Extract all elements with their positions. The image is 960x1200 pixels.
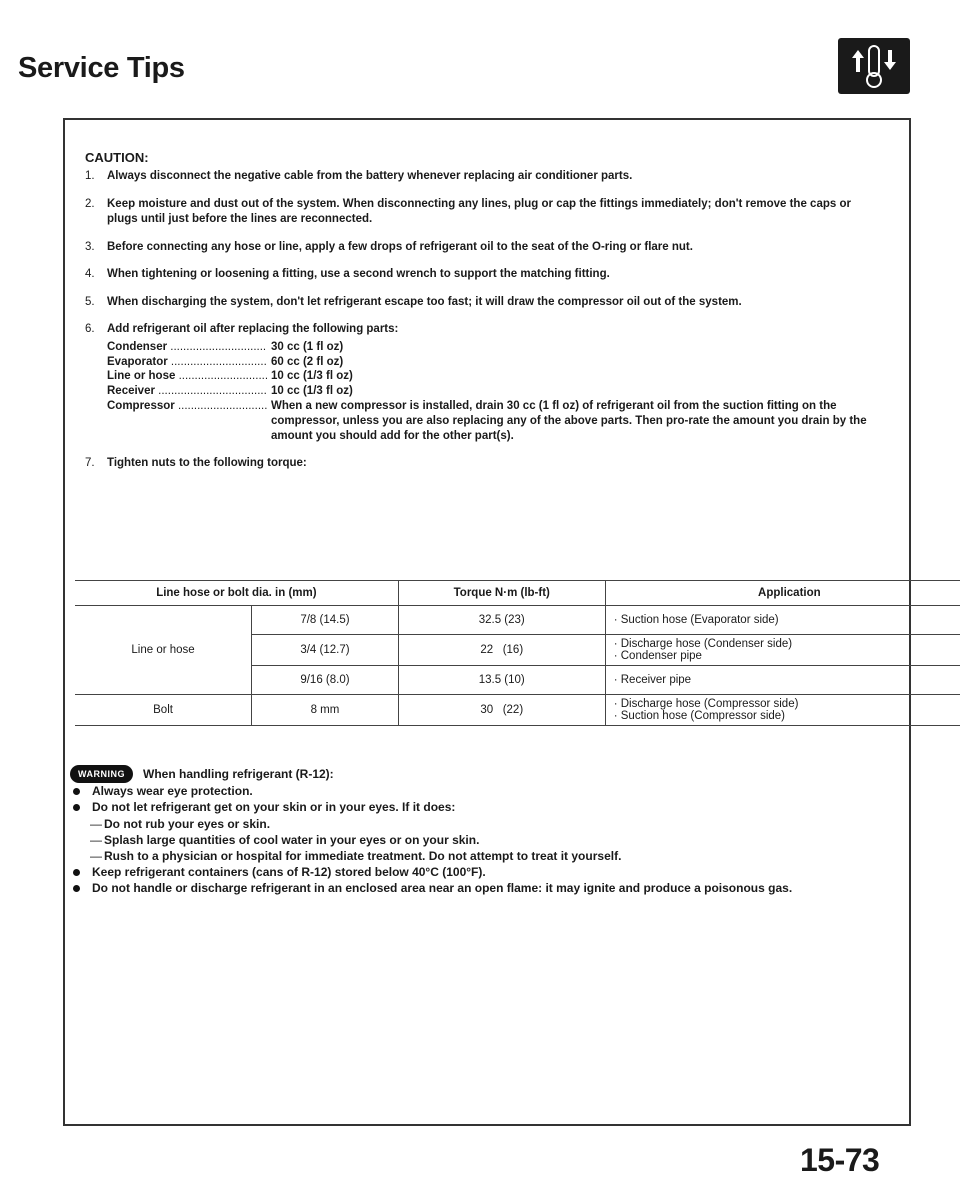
warning-bullet: Always wear eye protection.	[70, 783, 870, 799]
torque-cell: 13.5 (10)	[398, 666, 605, 695]
warning-section	[70, 765, 870, 896]
torque-table	[75, 580, 960, 726]
caution-step: 3. Before connecting any hose or line, apply a few drops of refrigerant oil to the seat of the O-ring or flare nut.	[85, 240, 693, 253]
size-cell: 7/8 (14.5)	[252, 606, 399, 635]
caution-step: 4. When tightening or loosening a fitting, use a second wrench to support the matching fitting.	[85, 268, 610, 281]
torque-cell: 32.5 (23)	[398, 606, 605, 635]
list-item: Compressor ..... When a new compressor is installed, drain 30 cc (1 fl oz) of refrigerant oil from the suction fitting on the compressor, unless you are also replacing any of the above parts. Then pro-rate the amount you drain by the amount you should add for the other part(s).	[107, 399, 875, 444]
warning-heading-row	[70, 765, 870, 783]
table-header-row	[75, 581, 960, 606]
table-row	[75, 695, 960, 726]
group-label: Bolt	[75, 695, 252, 726]
page-title: Service Tips	[18, 52, 185, 84]
size-cell: 9/16 (8.0)	[252, 666, 399, 695]
application-cell: · Suction hose (Evaporator side)	[605, 606, 960, 635]
caution-steps	[85, 169, 875, 472]
warning-bullet: Do not handle or discharge refrigerant in an enclosed area near an open flame: it may ignite and produce a poisonous gas.	[70, 880, 870, 896]
warning-heading: When handling refrigerant (R-12):	[143, 766, 334, 781]
torque-cell: 30 (22)	[398, 695, 605, 726]
oil-parts-list	[107, 340, 875, 445]
caution-step: 1. Always disconnect the negative cable from the battery whenever replacing air conditioner parts.	[85, 170, 633, 182]
caution-section	[85, 150, 875, 484]
warning-badge: WARNING	[70, 765, 133, 783]
list-item: Condenser ..... 30 cc (1 fl oz)	[107, 340, 875, 355]
page-number: 15-73	[800, 1142, 880, 1178]
column-header: Line hose or bolt dia. in (mm)	[75, 581, 398, 606]
list-item: Evaporator ..... 60 cc (2 fl oz)	[107, 355, 875, 370]
column-header: Application	[605, 581, 960, 606]
column-header: Torque N·m (lb-ft)	[398, 581, 605, 606]
size-cell: 8 mm	[252, 695, 399, 726]
application-cell: · Receiver pipe	[605, 666, 960, 695]
torque-cell: 22 (16)	[398, 635, 605, 666]
warning-bullet: Do not let refrigerant get on your skin or in your eyes. If it does:	[70, 799, 870, 815]
warning-bullet: Keep refrigerant containers (cans of R-12) stored below 40°C (100°F).	[70, 864, 870, 880]
caution-step: 6. Add refrigerant oil after replacing the following parts: Condenser ..... 30 cc (1 fl oz) Evaporator ..... 60 cc (2 fl oz) Line or hose ..... 10 cc (1/3 fl oz) Receiver ..... 10 cc (1/3 fl oz) Compressor ..... When a new compressor is installed, drain 30 cc (1 fl oz) of refrigerant oil from the suction fitting on the compressor, unless you are also replacing any of the above parts. Then pro-rate the amount you drain by the amount you should add for the other part(s).	[85, 322, 875, 444]
warning-subitem: — Rush to a physician or hospital for immediate treatment. Do not attempt to treat it yourself.	[70, 848, 870, 864]
warning-subitem: — Do not rub your eyes or skin.	[70, 816, 870, 832]
warning-subitem: — Splash large quantities of cool water in your eyes or on your skin.	[70, 832, 870, 848]
table-row	[75, 606, 960, 635]
caution-step: 2. Keep moisture and dust out of the system. When disconnecting any lines, plug or cap the fittings immediately; don't remove the caps or plugs until just before the lines are reconnected.	[85, 197, 851, 226]
application-cell: · Discharge hose (Condenser side) · Condenser pipe	[605, 635, 960, 666]
list-item: Line or hose ..... 10 cc (1/3 fl oz)	[107, 369, 875, 384]
group-label: Line or hose	[75, 606, 252, 695]
thermometer-arrows-icon	[838, 38, 910, 94]
caution-step: 7. Tighten nuts to the following torque:	[85, 457, 307, 470]
application-cell: · Discharge hose (Compressor side) · Suction hose (Compressor side)	[605, 695, 960, 726]
caution-step: 5. When discharging the system, don't let refrigerant escape too fast; it will draw the compressor oil out of the system.	[85, 295, 742, 308]
size-cell: 3/4 (12.7)	[252, 635, 399, 666]
caution-heading: CAUTION:	[85, 150, 149, 165]
list-item: Receiver ..... 10 cc (1/3 fl oz)	[107, 384, 875, 399]
